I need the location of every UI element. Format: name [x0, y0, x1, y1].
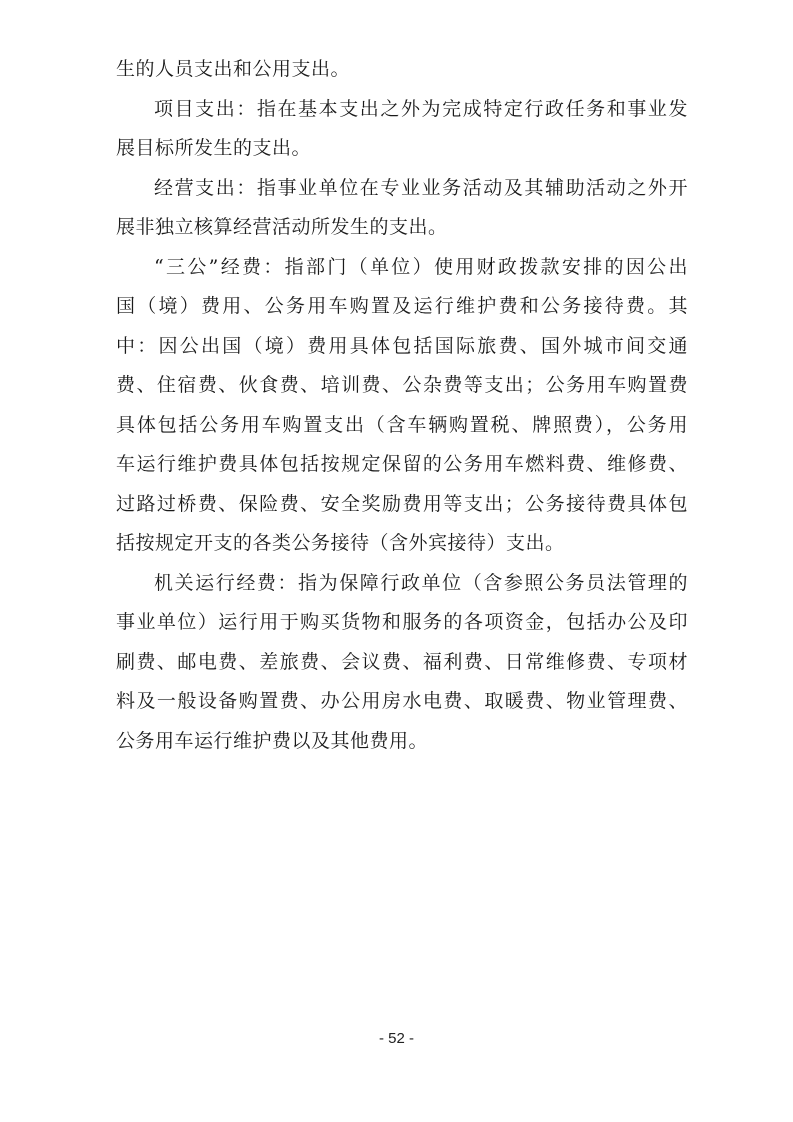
paragraph-staff-and-public-expenses — [116, 50, 688, 90]
text-line: 刷费、邮电费、差旅费、会议费、福利费、日常维修费、专项材 — [116, 650, 688, 673]
paragraph-operating-expenditure — [116, 169, 688, 248]
text-line: 中：因公出国（境）费用具体包括国际旅费、国外城市间交通 — [116, 334, 688, 357]
text-line: 机关运行经费：指为保障行政单位（含参照公务员法管理的 — [154, 571, 688, 594]
text-line: 事业单位）运行用于购买货物和服务的各项资金，包括办公及印 — [116, 611, 688, 633]
text-line: 展非独立核算经营活动所发生的支出。 — [116, 216, 448, 238]
paragraph-project-expenditure — [116, 90, 688, 169]
text-line: 经营支出：指事业单位在专业业务活动及其辅助活动之外开 — [154, 176, 688, 199]
text-line: 展目标所发生的支出。 — [116, 137, 312, 159]
paragraph-agency-operating-funds — [116, 564, 688, 762]
text-line: 费、住宿费、伙食费、培训费、公杂费等支出；公务用车购置费 — [116, 374, 688, 396]
page-number: - 52 - — [378, 1030, 414, 1047]
text-line: 具体包括公务用车购置支出（含车辆购置税、牌照费），公务用 — [116, 413, 688, 436]
text-line: 料及一般设备购置费、办公用房水电费、取暖费、物业管理费、 — [116, 690, 688, 712]
text-line: 车运行维护费具体包括按规定保留的公务用车燃料费、维修费、 — [116, 453, 688, 475]
text-line: 生的人员支出和公用支出。 — [116, 58, 351, 80]
text-line: 过路过桥费、保险费、安全奖励费用等支出；公务接待费具体包 — [116, 492, 688, 515]
document-body — [116, 50, 688, 761]
text-line: 项目支出：指在基本支出之外为完成特定行政任务和事业发 — [154, 97, 688, 120]
paragraph-three-public-expenses — [116, 248, 688, 564]
text-line: 公务用车运行维护费以及其他费用。 — [116, 729, 429, 752]
text-line: 括按规定开支的各类公务接待（含外宾接待）支出。 — [116, 532, 565, 554]
text-line: 国（境）费用、公务用车购置及运行维护费和公务接待费。其 — [116, 295, 688, 317]
text-line: “三公”经费：指部门（单位）使用财政拨款安排的因公出 — [154, 255, 688, 278]
